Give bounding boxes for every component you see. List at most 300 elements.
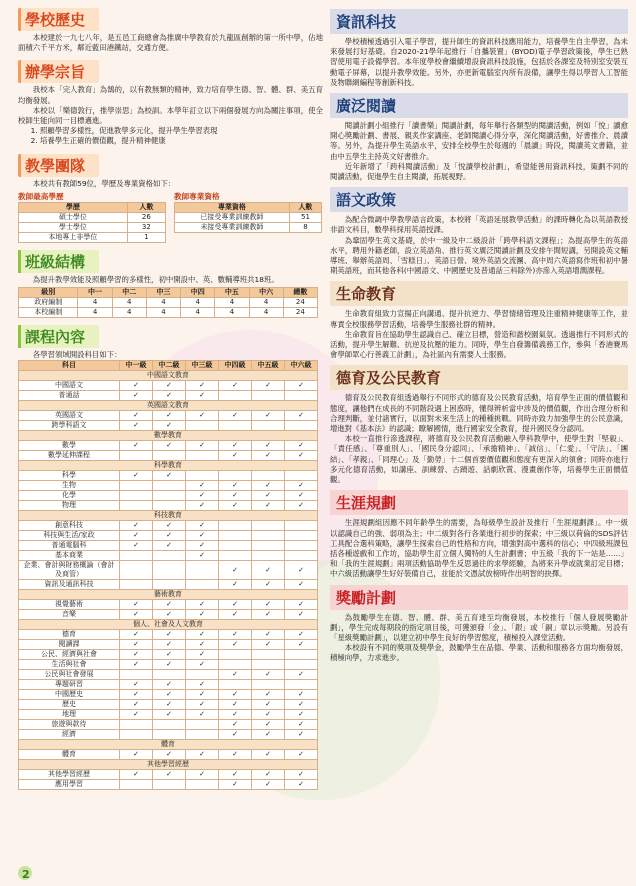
table-cell: 4 [78, 308, 112, 318]
subject-cell: 應用學習 [19, 780, 120, 790]
empty-cell [219, 471, 252, 481]
check-icon: ✓ [219, 610, 252, 620]
check-icon: ✓ [219, 750, 252, 760]
empty-cell [252, 660, 285, 670]
table-header: 專業資格 [175, 202, 290, 212]
subject-cell: 資訊及通訊科技 [19, 580, 120, 590]
empty-cell [285, 421, 318, 431]
check-icon: ✓ [219, 381, 252, 391]
table-header: 中三級 [186, 361, 219, 371]
table-row [19, 411, 318, 421]
subject-cell: 專題研習 [19, 680, 120, 690]
check-icon: ✓ [285, 770, 318, 780]
category-row [19, 401, 318, 411]
check-icon: ✓ [285, 640, 318, 650]
table-row [19, 308, 318, 318]
reading-text-1: 閱讀計劃小組推行「讀書樂」閱讀計劃，每年舉行各類型的閱讀活動，例如「悅」讀愈開心獎勵計劃、書展、親炙作家講座、老師閱讀心得分享，深化閱讀活動，好書推介、晨讀等。另外，為提升學生英語水平，安排全校學生於每週的「晨讀」時段，閱讀英文書籍，並由中五學生主持英文好書推介。 [330, 121, 628, 161]
check-icon: ✓ [186, 690, 219, 700]
it-section [330, 9, 628, 88]
category-cell: 科技教育 [19, 511, 318, 521]
curriculum-table [18, 360, 318, 790]
page-number: 2 [22, 868, 30, 881]
table-cell: 已接受專業訓練教師 [175, 212, 290, 222]
curriculum-section [18, 323, 323, 790]
table-header: 科目 [19, 361, 120, 371]
check-icon: ✓ [219, 561, 252, 580]
empty-cell [219, 650, 252, 660]
classes-heading: 班級結構 [18, 250, 99, 273]
check-icon: ✓ [285, 600, 318, 610]
check-icon: ✓ [252, 610, 285, 620]
table-header: 中二級 [153, 361, 186, 371]
award-text-1: 為鼓勵學生在德、智、體、群、美五育達至均衡發展，本校推行「個人發展獎勵計劃」，學生完成每期段的指定項目後，可獲頒發「金」、「銀」或「銅」章以示獎勵。另設有「星級獎勵計劃」，以建立初中學生良好的學習態度，積極投入課堂活動。 [330, 612, 628, 642]
subject-cell: 視覺藝術 [19, 600, 120, 610]
check-icon: ✓ [153, 630, 186, 640]
check-icon: ✓ [285, 750, 318, 760]
subject-cell: 旅遊與款待 [19, 720, 120, 730]
table-header: 中四級 [219, 361, 252, 371]
empty-cell [219, 391, 252, 401]
subject-cell: 數學 [19, 441, 120, 451]
award-text-2: 本校設有不同的獎項及獎學金，鼓勵學生在品德、學業、活動和服務各方面均衡發展，積極向學，力求進步。 [330, 643, 628, 663]
right-column [330, 6, 628, 669]
check-icon: ✓ [153, 610, 186, 620]
table-row [19, 551, 318, 561]
check-icon: ✓ [219, 600, 252, 610]
check-icon: ✓ [252, 720, 285, 730]
moral-section [330, 365, 628, 485]
table-header: 人數 [127, 202, 165, 212]
check-icon: ✓ [219, 451, 252, 461]
check-icon: ✓ [219, 690, 252, 700]
check-icon: ✓ [285, 561, 318, 580]
check-icon: ✓ [120, 391, 153, 401]
check-icon: ✓ [120, 441, 153, 451]
check-icon: ✓ [153, 521, 186, 531]
table-cell: 4 [78, 298, 112, 308]
table-header: 中五 [215, 288, 249, 298]
subject-cell: 數學延伸課程 [19, 451, 120, 461]
empty-cell [219, 521, 252, 531]
check-icon: ✓ [219, 491, 252, 501]
moral-heading: 德育及公民教育 [330, 365, 628, 390]
language-text-1: 為配合微調中學教學語言政策，本校將「英語延展教學活動」的課時轉化為以英語教授非語文科目，數學科採用英語授課。 [330, 215, 628, 235]
qualification-table-block [174, 191, 322, 243]
table-cell: 4 [181, 308, 215, 318]
qualification-table-label: 教師專業資格 [174, 191, 220, 201]
empty-cell [219, 531, 252, 541]
table-row [19, 441, 318, 451]
empty-cell [252, 551, 285, 561]
check-icon: ✓ [285, 580, 318, 590]
check-icon: ✓ [153, 471, 186, 481]
check-icon: ✓ [252, 700, 285, 710]
check-icon: ✓ [120, 650, 153, 660]
check-icon: ✓ [186, 551, 219, 561]
table-header: 中四 [181, 288, 215, 298]
category-cell: 數學教育 [19, 431, 318, 441]
check-icon: ✓ [153, 531, 186, 541]
empty-cell [153, 670, 186, 680]
check-icon: ✓ [120, 710, 153, 720]
check-icon: ✓ [186, 411, 219, 421]
category-row [19, 431, 318, 441]
education-table-block [18, 191, 166, 243]
check-icon: ✓ [186, 491, 219, 501]
check-icon: ✓ [285, 381, 318, 391]
empty-cell [219, 541, 252, 551]
subject-cell: 企業、會計與財務概論（會計及商管） [19, 561, 120, 580]
table-header: 學歷 [19, 202, 128, 212]
table-row [19, 580, 318, 590]
check-icon: ✓ [186, 531, 219, 541]
empty-cell [153, 491, 186, 501]
check-icon: ✓ [219, 730, 252, 740]
check-icon: ✓ [120, 600, 153, 610]
check-icon: ✓ [153, 660, 186, 670]
category-row [19, 760, 318, 770]
table-header: 中五級 [252, 361, 285, 371]
subject-cell: 歷史 [19, 700, 120, 710]
check-icon: ✓ [186, 630, 219, 640]
check-icon: ✓ [285, 441, 318, 451]
empty-cell [285, 551, 318, 561]
empty-cell [252, 421, 285, 431]
table-row [19, 381, 318, 391]
table-cell: 學士學位 [19, 222, 128, 232]
check-icon: ✓ [120, 770, 153, 780]
check-icon: ✓ [219, 770, 252, 780]
table-row [19, 780, 318, 790]
category-row [19, 511, 318, 521]
check-icon: ✓ [252, 411, 285, 421]
empty-cell [120, 720, 153, 730]
category-cell: 體育 [19, 740, 318, 750]
empty-cell [120, 551, 153, 561]
empty-cell [120, 501, 153, 511]
moral-text-2: 本校一直推行滲透課程，將德育及公民教育活動融入學科教學中，使學生對「堅毅」、「責任感」、「尊重別人」、「國民身分認同」、「承擔精神」、「誠信」、「仁愛」、「守法」、「團結」、「孝親」、「同理心」及「勤勞」十二個首要價值觀和態度有更深入的領會；同時亦進行多元化德育活動，如講座、訓練營、古蹟遊、話劇欣賞、漫畫創作等，培養學生正面價值觀。 [330, 434, 628, 485]
classes-section [18, 248, 323, 318]
empty-cell [186, 471, 219, 481]
check-icon: ✓ [285, 710, 318, 720]
table-header: 級別 [19, 288, 78, 298]
empty-cell [153, 720, 186, 730]
table-row [19, 720, 318, 730]
check-icon: ✓ [285, 720, 318, 730]
category-row [19, 740, 318, 750]
check-icon: ✓ [285, 700, 318, 710]
check-icon: ✓ [285, 730, 318, 740]
empty-cell [186, 421, 219, 431]
mission-item: 2. 培養學生正確的價值觀，提升精神健康 [40, 136, 323, 146]
teachers-tables [18, 191, 323, 243]
table-row [19, 298, 318, 308]
check-icon: ✓ [219, 670, 252, 680]
education-table [18, 202, 166, 243]
empty-cell [285, 680, 318, 690]
check-icon: ✓ [252, 750, 285, 760]
classes-text: 為提升教學效能及照顧學習的多樣性，初中開設中、英、數輔導班共18班。 [32, 274, 279, 284]
table-row [19, 750, 318, 760]
check-icon: ✓ [186, 700, 219, 710]
check-icon: ✓ [153, 680, 186, 690]
empty-cell [153, 580, 186, 590]
category-cell: 個人、社會及人文教育 [19, 620, 318, 630]
award-section [330, 585, 628, 664]
empty-cell [186, 451, 219, 461]
empty-cell [252, 531, 285, 541]
it-text: 學校積極透過引入電子學習，提升師生的資訊科技應用能力，培養學生自主學習，為未來發展打好基礎。自2020-21學年起推行「自攜裝置」(BYOD)電子學習政策後，學生已熟習使用電子設備學習。本年度學校會繼續增設資訊科技設施，包括於各課室及特別室安裝互動電子屏幕，以提升教學效能。另外，亦更新電腦室內所有設備，讓學生得以學習人工智能及物聯網編程等創新科技。 [330, 37, 628, 87]
check-icon: ✓ [186, 501, 219, 511]
check-icon: ✓ [186, 441, 219, 451]
table-cell: 8 [289, 222, 321, 232]
check-icon: ✓ [285, 481, 318, 491]
check-icon: ✓ [120, 541, 153, 551]
subject-cell: 音樂 [19, 610, 120, 620]
check-icon: ✓ [153, 381, 186, 391]
empty-cell [153, 451, 186, 461]
check-icon: ✓ [219, 710, 252, 720]
table-row [19, 700, 318, 710]
subject-cell: 生物 [19, 481, 120, 491]
subject-cell: 體育 [19, 750, 120, 760]
table-header: 中六 [249, 288, 283, 298]
table-row [19, 501, 318, 511]
empty-cell [186, 730, 219, 740]
empty-cell [252, 391, 285, 401]
table-row [19, 690, 318, 700]
subject-cell: 生活與社會 [19, 660, 120, 670]
table-row [19, 541, 318, 551]
table-row [19, 232, 166, 242]
table-header: 總數 [283, 288, 317, 298]
table-row [19, 481, 318, 491]
table-cell: 4 [215, 308, 249, 318]
table-row [175, 222, 322, 232]
table-row [19, 451, 318, 461]
check-icon: ✓ [120, 660, 153, 670]
table-row [19, 471, 318, 481]
empty-cell [285, 531, 318, 541]
empty-cell [252, 680, 285, 690]
empty-cell [153, 780, 186, 790]
table-cell: 4 [146, 308, 180, 318]
empty-cell [219, 551, 252, 561]
check-icon: ✓ [219, 720, 252, 730]
subject-cell: 跨學科語文 [19, 421, 120, 431]
check-icon: ✓ [153, 391, 186, 401]
check-icon: ✓ [120, 610, 153, 620]
empty-cell [285, 650, 318, 660]
table-row [19, 421, 318, 431]
mission-text-2: 本校以「樂德敦行，推學崇思」為校訓。本學年訂立以下兩個發展方向為關注事項，使全校師生能向同一目標邁進。 [18, 105, 323, 126]
table-row [19, 650, 318, 660]
reading-text-2: 近年新增了「跨科閱讀活動」及「悅讀學校計劃」，希望能善用資訊科技，策劃不同的閱讀活動，促進學生自主閱讀，拓展視野。 [330, 161, 628, 182]
check-icon: ✓ [252, 561, 285, 580]
empty-cell [120, 561, 153, 580]
life-text-2: 生命教育旨在協助學生認識自己、確立目標，營造和諧校園氣氛。透過推行不同形式的活動，提升學生解難、抗逆及抗壓的能力。同時，學生自發籌備義務工作，參與「香港賽馬會學師眾心行善義工計劃」，為社區內有需要人士服務。 [330, 329, 628, 360]
check-icon: ✓ [285, 411, 318, 421]
check-icon: ✓ [252, 670, 285, 680]
check-icon: ✓ [285, 690, 318, 700]
check-icon: ✓ [285, 501, 318, 511]
check-icon: ✓ [252, 730, 285, 740]
subject-cell: 地理 [19, 710, 120, 720]
check-icon: ✓ [252, 690, 285, 700]
empty-cell [285, 541, 318, 551]
check-icon: ✓ [153, 411, 186, 421]
check-icon: ✓ [120, 531, 153, 541]
left-column [18, 6, 323, 795]
mission-item: 1. 照顧學習多樣性，促進教學多元化，提升學生學習表現 [40, 126, 323, 136]
table-row [19, 212, 166, 222]
empty-cell [120, 580, 153, 590]
check-icon: ✓ [153, 541, 186, 551]
empty-cell [153, 501, 186, 511]
empty-cell [153, 730, 186, 740]
subject-cell: 其他學習經歷 [19, 770, 120, 780]
check-icon: ✓ [186, 680, 219, 690]
check-icon: ✓ [186, 770, 219, 780]
curriculum-heading: 課程內容 [18, 325, 99, 348]
check-icon: ✓ [153, 690, 186, 700]
check-icon: ✓ [186, 660, 219, 670]
check-icon: ✓ [153, 441, 186, 451]
check-icon: ✓ [120, 630, 153, 640]
check-icon: ✓ [219, 501, 252, 511]
history-heading: 學校歷史 [18, 8, 99, 31]
check-icon: ✓ [285, 780, 318, 790]
check-icon: ✓ [252, 381, 285, 391]
subject-cell: 普通話 [19, 391, 120, 401]
career-text: 生涯規劃組因應不同年齡學生的需要，為每級學生設計及推行「生涯規劃課」。中一級以認識自己的強、弱項為主；中二級對各行各業進行初步的探索；中三級以荷倫的SDS評估工具配合選科策略，讓學生探索自己的性格和方向，增強對高中選科的信心；中四級班課包括各種遊戲和工作坊，協助學生訂立個人獨特的人生計劃書；中五級「我的下一站是……」和「我的生涯規劃」兩項活動協助學生反思過往的求學經驗，為將來升學或就業訂定目標；中六級活動讓學生好好裝備自己，並能於文憑試放榜時作出明智的抉擇。 [330, 518, 628, 579]
check-icon: ✓ [219, 411, 252, 421]
empty-cell [186, 561, 219, 580]
language-text-2: 為鞏固學生英文基礎，於中一級及中二級設計「跨學科語文課程」；為提高學生的英語水平，聘用外籍老師，設立英語角、推行英文廣泛閱讀計劃及安排午間短講，另開設英文輔導班、舉辦英語周、「雪糕日」、英語日營、境外英語交流團、高中周六英語寫作班和初中暑期英語班，而其他各科(中國語文、中國歷史及普通話三科除外)亦滲入英語增潤課程。 [330, 235, 628, 276]
empty-cell [120, 481, 153, 491]
check-icon: ✓ [186, 600, 219, 610]
check-icon: ✓ [153, 750, 186, 760]
check-icon: ✓ [120, 471, 153, 481]
table-row [19, 391, 318, 401]
table-row [19, 670, 318, 680]
subject-cell: 創意科技 [19, 521, 120, 531]
check-icon: ✓ [120, 421, 153, 431]
table-cell: 51 [289, 212, 321, 222]
table-row [19, 610, 318, 620]
check-icon: ✓ [120, 521, 153, 531]
subject-cell: 科技與生活/家政 [19, 531, 120, 541]
empty-cell [120, 451, 153, 461]
table-cell: 4 [249, 298, 283, 308]
check-icon: ✓ [153, 600, 186, 610]
subject-cell: 閱讀課 [19, 640, 120, 650]
category-cell: 英國語文教育 [19, 401, 318, 411]
table-cell: 4 [181, 298, 215, 308]
check-icon: ✓ [186, 710, 219, 720]
table-row [19, 491, 318, 501]
check-icon: ✓ [186, 391, 219, 401]
qualification-table [174, 202, 322, 233]
check-icon: ✓ [153, 770, 186, 780]
check-icon: ✓ [252, 640, 285, 650]
check-icon: ✓ [186, 541, 219, 551]
table-row [19, 710, 318, 720]
check-icon: ✓ [252, 770, 285, 780]
moral-text-1: 德育及公民教育組透過舉行不同形式的德育及公民教育活動，培育學生正面的價值觀和態度，讓他們在成長的不同階段遇上困惑時，懂得辨析當中涉及的價值觀，作出合理分析和合理判斷，並付諸實行，以面對未來生活上的種種挑戰。同時亦致力加強學生的公民意識，增進對《基本法》的認識；瞭解國情，進行國家安全教育，提升國民身分認同。 [330, 393, 628, 434]
table-cell: 24 [283, 298, 317, 308]
table-cell: 4 [112, 298, 146, 308]
check-icon: ✓ [120, 680, 153, 690]
empty-cell [120, 491, 153, 501]
check-icon: ✓ [252, 481, 285, 491]
teachers-text: 本校共有教師59位，學歷及專業資格如下： [32, 178, 176, 188]
empty-cell [153, 561, 186, 580]
mission-heading: 辦學宗旨 [18, 60, 99, 83]
category-cell: 藝術教育 [19, 590, 318, 600]
empty-cell [252, 541, 285, 551]
table-header: 人數 [289, 202, 321, 212]
table-row [19, 600, 318, 610]
check-icon: ✓ [219, 780, 252, 790]
mission-section [18, 58, 323, 146]
empty-cell [120, 730, 153, 740]
curriculum-text: 各學習領域開設科目如下： [32, 350, 122, 360]
history-text: 本校建於一九七八年，是五邑工商總會為推廣中學教育於九龍區創辦的第一所中學，佔地面積六千平方米，鄰近藍田港鐵站，交通方便。 [18, 33, 323, 53]
subject-cell: 化學 [19, 491, 120, 501]
category-cell: 其他學習經歷 [19, 760, 318, 770]
table-cell: 4 [146, 298, 180, 308]
empty-cell [186, 780, 219, 790]
check-icon: ✓ [252, 600, 285, 610]
table-row [19, 730, 318, 740]
table-cell: 未接受專業訓練教師 [175, 222, 290, 232]
award-heading: 獎勵計劃 [330, 585, 628, 610]
empty-cell [186, 580, 219, 590]
subject-cell: 英國語文 [19, 411, 120, 421]
category-row [19, 620, 318, 630]
check-icon: ✓ [219, 700, 252, 710]
life-heading: 生命教育 [330, 281, 628, 306]
check-icon: ✓ [186, 481, 219, 491]
check-icon: ✓ [120, 411, 153, 421]
check-icon: ✓ [285, 630, 318, 640]
category-cell: 中國語文教育 [19, 371, 318, 381]
career-heading: 生涯規劃 [330, 490, 628, 515]
check-icon: ✓ [252, 580, 285, 590]
table-row [19, 222, 166, 232]
subject-cell: 公民、經濟與社會 [19, 650, 120, 660]
check-icon: ✓ [153, 640, 186, 650]
table-header: 中一級 [120, 361, 153, 371]
reading-section [330, 93, 628, 182]
table-row [19, 521, 318, 531]
empty-cell [285, 660, 318, 670]
check-icon: ✓ [252, 710, 285, 720]
empty-cell [285, 521, 318, 531]
table-row [19, 770, 318, 780]
table-cell: 4 [249, 308, 283, 318]
table-header: 中六級 [285, 361, 318, 371]
table-cell: 32 [127, 222, 165, 232]
career-section [330, 490, 628, 579]
check-icon: ✓ [252, 451, 285, 461]
check-icon: ✓ [285, 610, 318, 620]
check-icon: ✓ [186, 650, 219, 660]
table-row [19, 640, 318, 650]
table-cell: 26 [127, 212, 165, 222]
check-icon: ✓ [186, 381, 219, 391]
